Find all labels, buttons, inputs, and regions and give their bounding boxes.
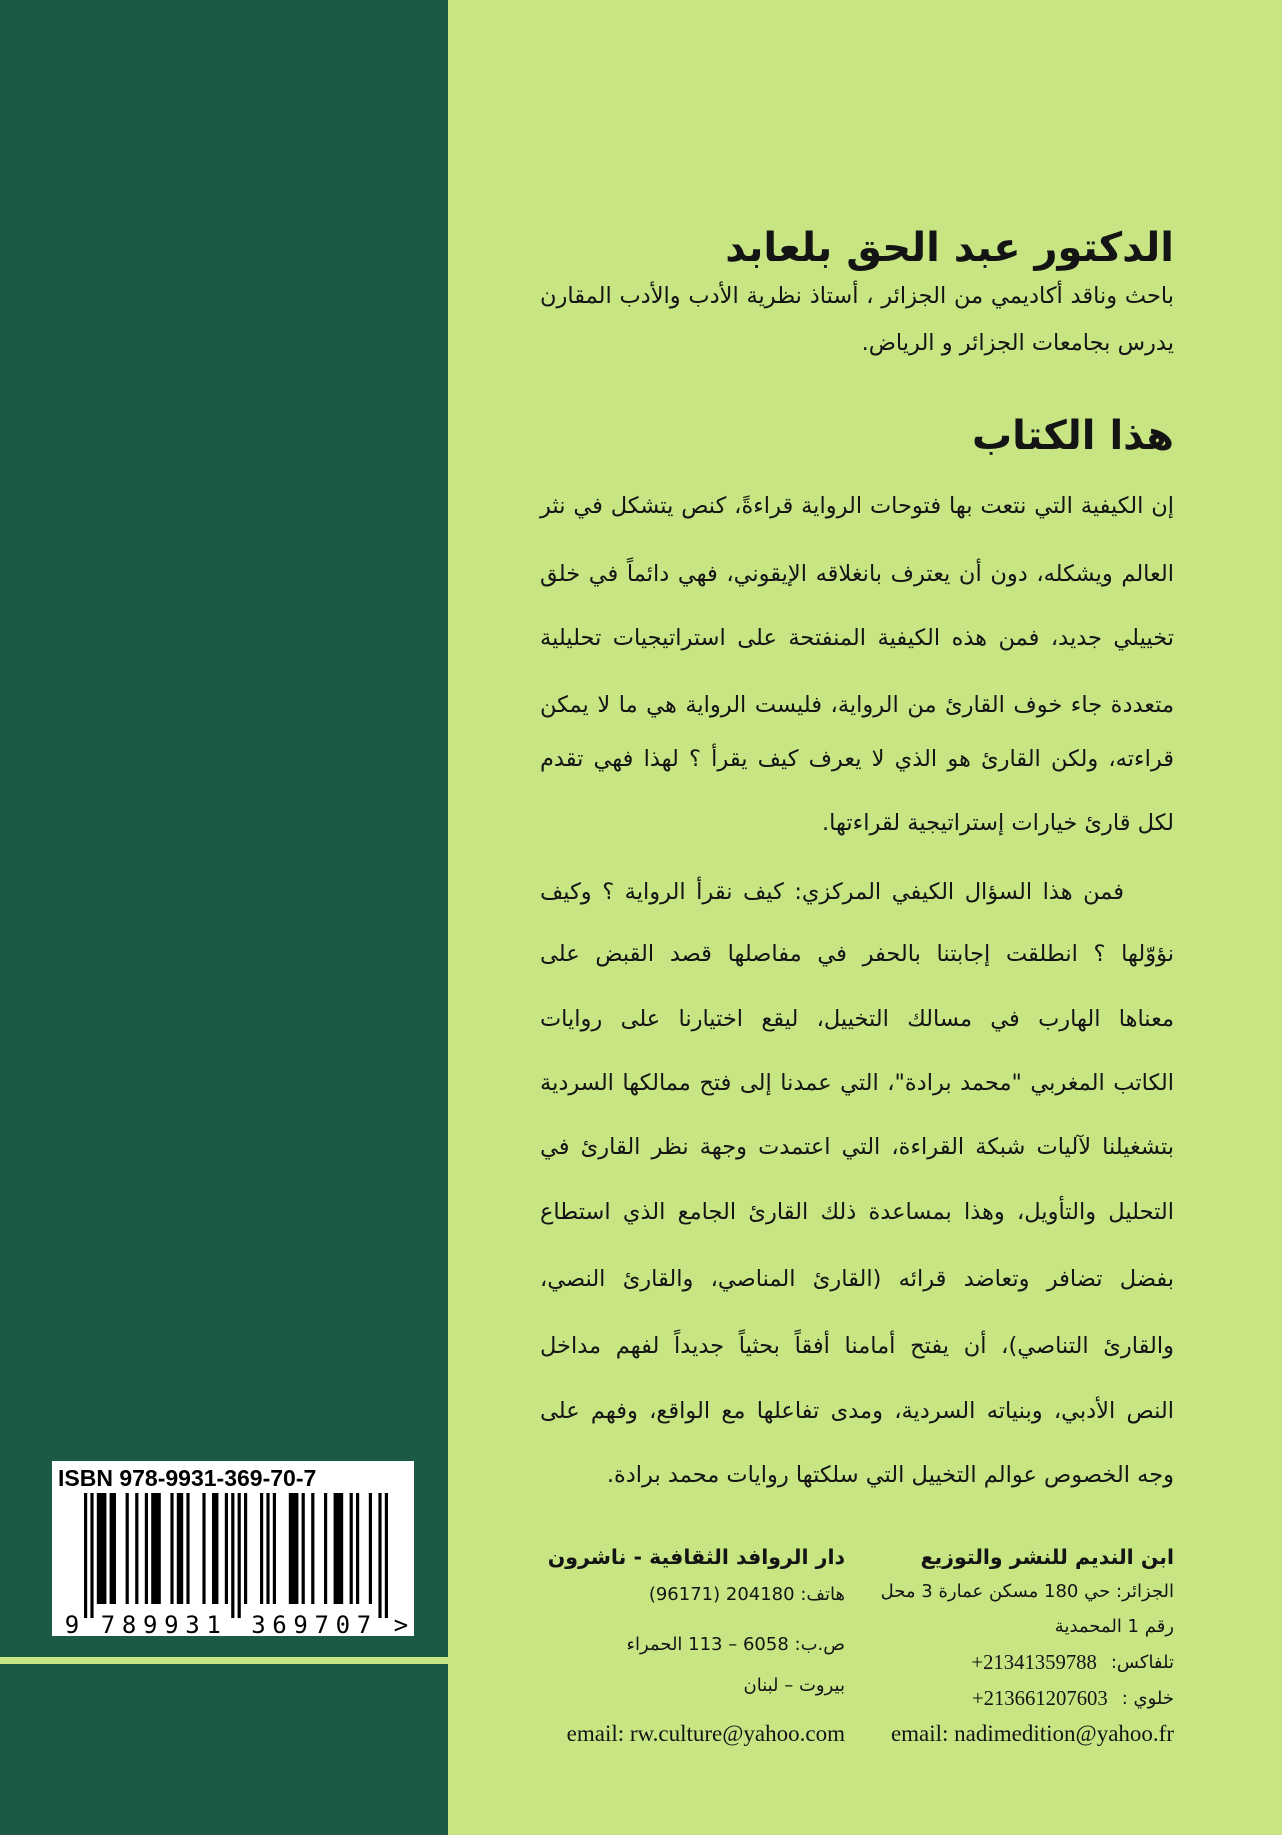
paragraph-line: لكل قارئ خيارات إستراتيجية لقراءتها. — [822, 810, 1174, 836]
author-bio-line: باحث وناقد أكاديمي من الجزائر ، أستاذ نظرية الأدب والأدب المقارن — [540, 283, 1174, 309]
paragraph-line: فمن هذا السؤال الكيفي المركزي: كيف نقرأ الرواية ؟ وكيف — [540, 879, 1124, 905]
paragraph-line: إن الكيفية التي نتعت بها فتوحات الرواية قراءةً، كنص يتشكل في نثر — [540, 493, 1174, 519]
barcode-bar — [151, 1493, 161, 1604]
paragraph-line: التحليل والتأويل، وهذا بمساعدة ذلك القارئ الجامع الذي استطاع — [540, 1199, 1174, 1225]
paragraph-line: بتشغيلنا لآليات شبكة القراءة، التي اعتمدت وجهة نظر القارئ في — [540, 1134, 1174, 1160]
publisher-name: دار الروافد الثقافية - ناشرون — [547, 1545, 845, 1569]
paragraph-line: متعددة جاء خوف القارئ من الرواية، فليست الرواية هي ما لا يمكن — [540, 692, 1174, 718]
paragraph-line: تخييلي جديد، فمن هذه الكيفية المنفتحة على استراتيجيات تحليلية — [540, 625, 1174, 651]
section-heading: هذا الكتاب — [971, 413, 1174, 459]
barcode-end-mark: > — [393, 1611, 409, 1636]
paragraph-line: العالم ويشكله، دون أن يعترف بانغلاقه الإيقوني، فهي دائماً في خلق — [540, 561, 1174, 587]
barcode-bar — [231, 1493, 234, 1618]
barcode-bar — [260, 1493, 263, 1604]
publisher-address: الجزائر: حي 180 مسكن عمارة 3 محل — [880, 1581, 1174, 1602]
paragraph-line: قراءته، ولكن القارئ هو الذي لا يعرف كيف يقرأ ؟ لهذا فهي تقدم — [540, 746, 1174, 772]
publisher-email: email: rw.culture@yahoo.com — [566, 1721, 845, 1746]
barcode-bar — [225, 1493, 228, 1604]
publisher-email: email: nadimedition@yahoo.fr — [890, 1721, 1174, 1746]
barcode-bar — [202, 1493, 205, 1604]
barcode-right-digits: 369707 — [251, 1611, 372, 1636]
barcode-bar — [266, 1493, 269, 1604]
barcode-bar — [350, 1493, 353, 1604]
barcode-bar — [84, 1493, 87, 1618]
band-stripe — [0, 1657, 448, 1664]
barcode-bar — [212, 1493, 218, 1604]
mobile-label: خلوي : — [1121, 1688, 1174, 1709]
barcode-bars — [84, 1493, 388, 1618]
publisher-telefax — [874, 1649, 1174, 1677]
publisher-city: بيروت – لبنان — [743, 1675, 845, 1696]
telefax-label: تلفاكس: — [1110, 1652, 1174, 1673]
barcode-bar — [311, 1493, 314, 1604]
paragraph-line: والقارئ التناصي)، أن يفتح أمامنا أفقاً بحثياً جديداً لفهم مداخل — [540, 1333, 1174, 1359]
barcode-bar — [369, 1493, 372, 1604]
barcode-bar — [302, 1493, 305, 1604]
paragraph-line: بفضل تضافر وتعاضد قرائه (القارئ المناصي، والقارئ النصي، — [540, 1266, 1174, 1292]
barcode-bar — [135, 1493, 138, 1604]
barcode-bar — [334, 1493, 344, 1604]
barcode-bar — [186, 1493, 189, 1604]
paragraph-line: نؤوّلها ؟ انطلقت إجابتنا بالحفر في مفاصلها قصد القبض على — [540, 941, 1174, 967]
publisher-name: ابن النديم للنشر والتوزيع — [920, 1545, 1174, 1569]
barcode-bar — [273, 1493, 276, 1604]
barcode-bar — [126, 1493, 129, 1604]
author-bio-line: يدرس بجامعات الجزائر و الرياض. — [861, 330, 1174, 356]
barcode-bar — [385, 1493, 388, 1618]
barcode-bar — [244, 1493, 247, 1604]
paragraph-line: النص الأدبي، وبنياته السردية، ومدى تفاعلها مع الواقع، وفهم على — [540, 1398, 1174, 1424]
barcode-bar — [110, 1493, 116, 1604]
author-name: الدكتور عبد الحق بلعابد — [725, 225, 1174, 271]
barcode-bar — [378, 1493, 381, 1618]
publisher-phone: هاتف: 204180 (96171) — [648, 1584, 845, 1605]
paragraph-line: الكاتب المغربي "محمد برادة"، التي عمدنا إلى فتح ممالكها السردية — [540, 1070, 1174, 1096]
barcode-bar — [90, 1493, 93, 1618]
telefax-number: +21341359788 — [971, 1652, 1097, 1674]
paragraph-line: معناها الهارب في مسالك التخييل، ليقع اختيارنا على روايات — [540, 1006, 1174, 1032]
isbn-text: ISBN 978-9931-369-70-7 — [58, 1465, 317, 1491]
barcode-bar — [145, 1493, 148, 1604]
barcode-bar — [177, 1493, 183, 1604]
barcode-bar — [97, 1493, 107, 1604]
barcode-graphic — [52, 1461, 414, 1636]
barcode-bar — [170, 1493, 173, 1604]
barcode-first-digit: 9 — [64, 1611, 80, 1636]
mobile-number: +213661207603 — [971, 1688, 1108, 1710]
isbn-barcode — [52, 1461, 414, 1636]
barcode-bar — [356, 1493, 359, 1604]
publisher-mobile — [874, 1685, 1174, 1713]
paragraph-line: وجه الخصوص عوالم التخييل التي سلكتها روايات محمد برادة. — [606, 1462, 1174, 1488]
publisher-pobox: ص.ب: 6058 – 113 الحمراء — [626, 1634, 845, 1655]
barcode-bar — [289, 1493, 299, 1604]
barcode-bar — [238, 1493, 241, 1618]
barcode-left-digits: 789931 — [100, 1611, 221, 1636]
barcode-bar — [324, 1493, 327, 1604]
publisher-district: رقم 1 المحمدية — [1054, 1616, 1174, 1637]
